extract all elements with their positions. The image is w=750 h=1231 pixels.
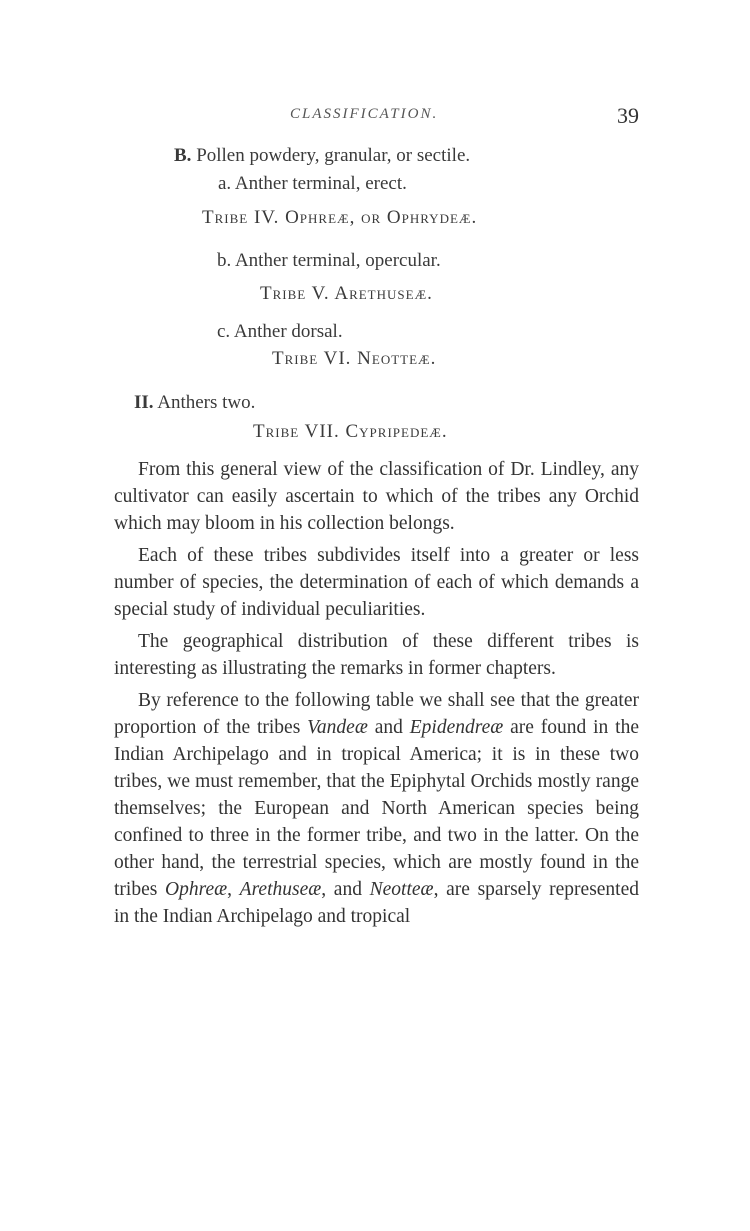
- tribe-vi: Tribe VI. Neotteæ.: [272, 348, 437, 369]
- tribe-iv: Tribe IV. Ophreæ, or Ophrydeæ.: [202, 207, 478, 228]
- tribe-name-arethuseae: Arethuseæ: [239, 879, 322, 900]
- outline-a: a. Anther terminal, erect.: [218, 173, 407, 194]
- p4-text-5: , and: [321, 879, 370, 900]
- p4-text-6: , are sparsely represented in the Indian Archipelago and tropical: [114, 879, 640, 927]
- running-head: CLASSIFICATION.: [290, 106, 439, 122]
- paragraph-3: The geographical distribution of these different tribes is interesting as illustrating the remarks in former chapters.: [114, 631, 639, 679]
- body-text: [114, 456, 639, 935]
- tribe-name-ophreae: Ophreæ: [165, 879, 228, 900]
- outline-b-marker: B.: [174, 145, 192, 166]
- tribe-name-epidendreae: Epidendreæ: [409, 717, 504, 738]
- paragraph-1: From this general view of the classification of Dr. Lindley, any cultivator can easily ascertain to which of the tribes any Orchid which may bloom in his collection belongs.: [114, 459, 639, 534]
- p4-text-4: ,: [227, 879, 240, 900]
- page-number: 39: [617, 103, 639, 128]
- outline-ii-marker: II.: [134, 392, 154, 413]
- p4-text-2: and: [367, 717, 410, 738]
- paragraph-4: [114, 687, 639, 930]
- tribe-vii: Tribe VII. Cypripedeæ.: [253, 421, 448, 442]
- outline-c: c. Anther dorsal.: [217, 321, 343, 342]
- p4-text-3: are found in the Indian Archipelago and in tropical America; it is in these two tribes, we must remember, that the Epiphytal Orchids mostly range themselves; the European and North American species being confined to three in the former tribe, and two in the latter. On the other hand, the terrestrial species, which are mostly found in the tribes: [114, 717, 639, 900]
- outline-ii: [134, 392, 255, 414]
- tribe-v: Tribe V. Arethuseæ.: [260, 283, 433, 304]
- outline-b2: b. Anther terminal, opercular.: [217, 250, 441, 271]
- outline-b: [174, 145, 470, 167]
- tribe-name-vandeae: Vandeæ: [307, 717, 368, 738]
- tribe-name-neotteae: Neotteæ: [369, 879, 434, 900]
- p4-text-1: By reference to the following table we shall see that the greater proportion of the tribes: [114, 690, 639, 738]
- outline-ii-text: Anthers two.: [157, 392, 256, 413]
- paragraph-2: Each of these tribes subdivides itself into a greater or less number of species, the determination of each of which demands a special study of individual peculiarities.: [114, 545, 639, 620]
- outline-b-text: Pollen powdery, granular, or sectile.: [196, 145, 471, 166]
